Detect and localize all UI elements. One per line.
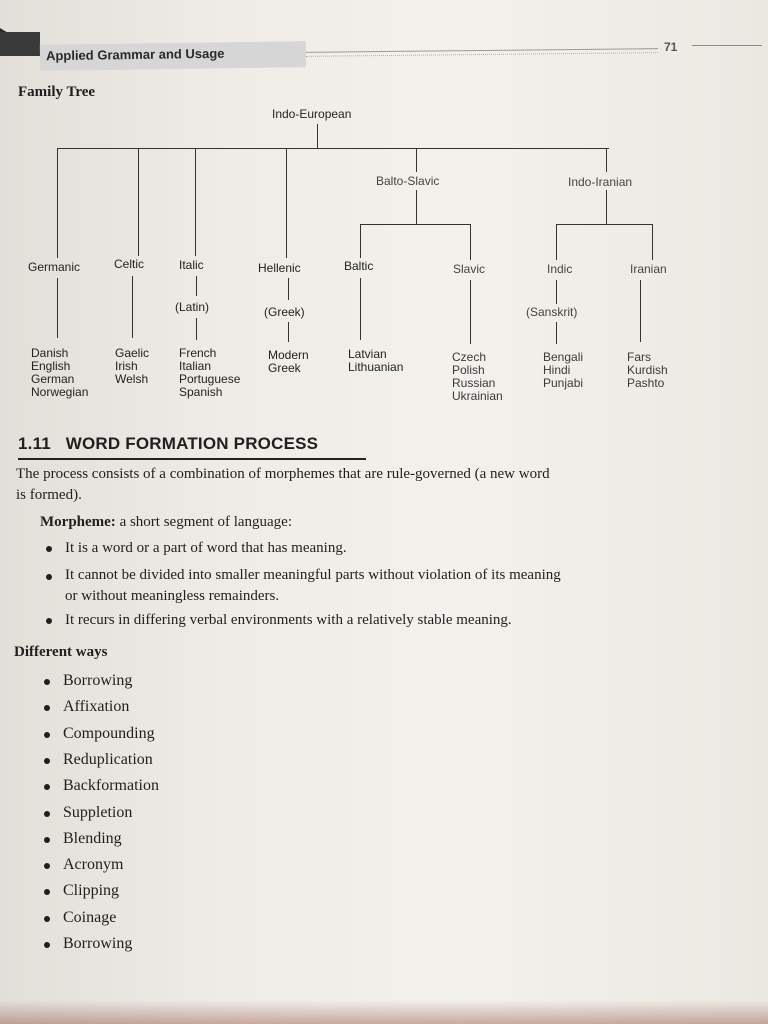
tree-intermediate: (Greek) bbox=[264, 305, 305, 319]
language-item: Portuguese bbox=[179, 372, 241, 386]
tree-connector bbox=[606, 148, 607, 172]
tree-branch: Celtic bbox=[114, 257, 145, 271]
language-list bbox=[452, 351, 503, 403]
bullet-icon bbox=[44, 863, 50, 869]
bullet-icon bbox=[44, 811, 50, 817]
bullet-icon bbox=[46, 574, 52, 580]
way-item: Backformation bbox=[63, 777, 159, 795]
tree-connector bbox=[470, 224, 471, 260]
morpheme-def: a short segment of language: bbox=[115, 514, 293, 530]
language-list bbox=[31, 347, 88, 399]
tree-connector bbox=[288, 322, 289, 342]
running-header: Applied Grammar and Usage bbox=[45, 45, 225, 64]
morpheme-label: Morpheme: bbox=[40, 514, 116, 530]
language-item: Russian bbox=[452, 376, 496, 390]
way-item: Acronym bbox=[63, 856, 124, 874]
language-item: Italian bbox=[179, 359, 212, 373]
bullet-icon bbox=[44, 679, 50, 685]
language-item: Welsh bbox=[115, 372, 149, 386]
bullet-icon bbox=[44, 942, 50, 948]
tree-connector bbox=[416, 148, 417, 172]
section-heading bbox=[18, 434, 318, 454]
language-item: Ukrainian bbox=[452, 389, 503, 403]
language-list bbox=[627, 351, 668, 390]
language-list bbox=[268, 349, 309, 375]
page-number: 71 bbox=[664, 40, 678, 54]
morpheme-point: It is a word or a part of word that has meaning. bbox=[65, 540, 347, 556]
bullet-icon bbox=[46, 618, 52, 624]
way-item: Affixation bbox=[63, 698, 130, 716]
tree-connector bbox=[132, 276, 133, 338]
bullet-icon bbox=[44, 784, 50, 790]
tree-connector bbox=[360, 224, 470, 225]
language-item: French bbox=[179, 346, 217, 360]
bullet-icon bbox=[44, 758, 50, 764]
tree-intermediate: (Sanskrit) bbox=[526, 305, 578, 319]
language-item: Danish bbox=[31, 346, 69, 360]
language-item: English bbox=[31, 359, 71, 373]
language-item: Lithuanian bbox=[348, 360, 404, 374]
tree-connector bbox=[57, 278, 58, 338]
tree-connector bbox=[470, 280, 471, 344]
intro-line: The process consists of a combination of morphemes that are rule-governed (a new word bbox=[16, 466, 550, 482]
tree-branch: Italic bbox=[179, 258, 204, 272]
tree-intermediate: (Latin) bbox=[175, 300, 210, 314]
tree-branch: Baltic bbox=[344, 259, 374, 273]
tree-connector bbox=[195, 148, 196, 256]
intro-line: is formed). bbox=[16, 487, 82, 503]
section-number: 1.11 bbox=[18, 434, 51, 453]
language-item: Kurdish bbox=[627, 363, 668, 377]
tree-connector bbox=[360, 278, 361, 340]
language-item: Punjabi bbox=[543, 376, 584, 390]
bullet-icon bbox=[44, 916, 50, 922]
morpheme-point: It recurs in differing verbal environments with a relatively stable meaning. bbox=[65, 612, 512, 628]
tree-connector bbox=[196, 276, 197, 296]
tree-connector bbox=[640, 280, 641, 342]
section-title: WORD FORMATION PROCESS bbox=[65, 434, 319, 453]
way-item: Compounding bbox=[63, 724, 155, 742]
header-rule-right bbox=[692, 45, 762, 46]
tree-connector bbox=[286, 148, 287, 258]
header-rule-dotted bbox=[306, 52, 658, 57]
tree-connector bbox=[360, 224, 361, 258]
way-item: Clipping bbox=[63, 882, 120, 900]
tree-connector bbox=[57, 148, 609, 149]
language-item: Hindi bbox=[543, 363, 571, 377]
language-list bbox=[115, 347, 149, 386]
tree-branch: Indic bbox=[547, 262, 573, 276]
language-list bbox=[348, 348, 403, 374]
tree-group-balto-slavic: Balto-Slavic bbox=[376, 174, 440, 188]
page-edge-shadow bbox=[0, 1000, 768, 1024]
bullet-icon bbox=[44, 837, 50, 843]
tree-connector bbox=[317, 124, 318, 148]
bullet-icon bbox=[44, 705, 50, 711]
language-item: Polish bbox=[452, 363, 485, 377]
tree-branch: Germanic bbox=[28, 260, 81, 274]
language-item: Spanish bbox=[179, 385, 223, 399]
tree-connector bbox=[556, 224, 557, 260]
ways-heading: Different ways bbox=[14, 644, 108, 660]
language-list bbox=[543, 351, 583, 390]
morpheme-definition bbox=[40, 514, 292, 531]
way-item: Reduplication bbox=[63, 750, 153, 768]
bullet-icon bbox=[44, 889, 50, 895]
tree-group-indo-iranian: Indo-Iranian bbox=[568, 175, 633, 189]
language-item: Modern bbox=[268, 348, 309, 362]
way-item: Blending bbox=[63, 829, 122, 847]
language-list bbox=[179, 347, 240, 399]
language-item: Gaelic bbox=[115, 346, 150, 360]
morpheme-point: It cannot be divided into smaller meaningful parts without violation of its meaning bbox=[65, 567, 561, 583]
family-tree-title: Family Tree bbox=[18, 84, 96, 100]
bullet-icon bbox=[44, 732, 50, 738]
tree-connector bbox=[138, 148, 139, 256]
language-item: Czech bbox=[452, 350, 487, 364]
tree-branch: Iranian bbox=[630, 262, 667, 276]
bullet-icon bbox=[46, 546, 52, 552]
way-item: Borrowing bbox=[63, 672, 133, 689]
language-item: Pashto bbox=[627, 376, 665, 390]
tree-branch: Hellenic bbox=[258, 261, 301, 275]
tree-root: Indo-European bbox=[272, 107, 352, 121]
tree-connector bbox=[416, 190, 417, 224]
tree-connector bbox=[556, 224, 652, 225]
tree-connector bbox=[57, 148, 58, 258]
language-item: Irish bbox=[115, 359, 138, 373]
way-item: Borrowing bbox=[63, 935, 133, 952]
tree-connector bbox=[196, 318, 197, 340]
tree-connector bbox=[606, 190, 607, 224]
tree-connector bbox=[652, 224, 653, 260]
tree-connector bbox=[556, 322, 557, 344]
way-item: Suppletion bbox=[63, 803, 133, 821]
tree-connector bbox=[556, 280, 557, 304]
section-underline bbox=[18, 458, 366, 460]
corner-mark-block bbox=[0, 32, 40, 56]
language-item: Fars bbox=[627, 350, 651, 364]
language-item: German bbox=[31, 372, 75, 386]
way-item: Coinage bbox=[63, 908, 117, 926]
language-item: Bengali bbox=[543, 350, 584, 364]
language-item: Greek bbox=[268, 361, 301, 375]
language-item: Norwegian bbox=[31, 385, 89, 399]
tree-branch: Slavic bbox=[453, 262, 486, 276]
language-item: Latvian bbox=[348, 347, 387, 361]
tree-connector bbox=[288, 278, 289, 300]
morpheme-point: or without meaningless remainders. bbox=[65, 588, 280, 604]
